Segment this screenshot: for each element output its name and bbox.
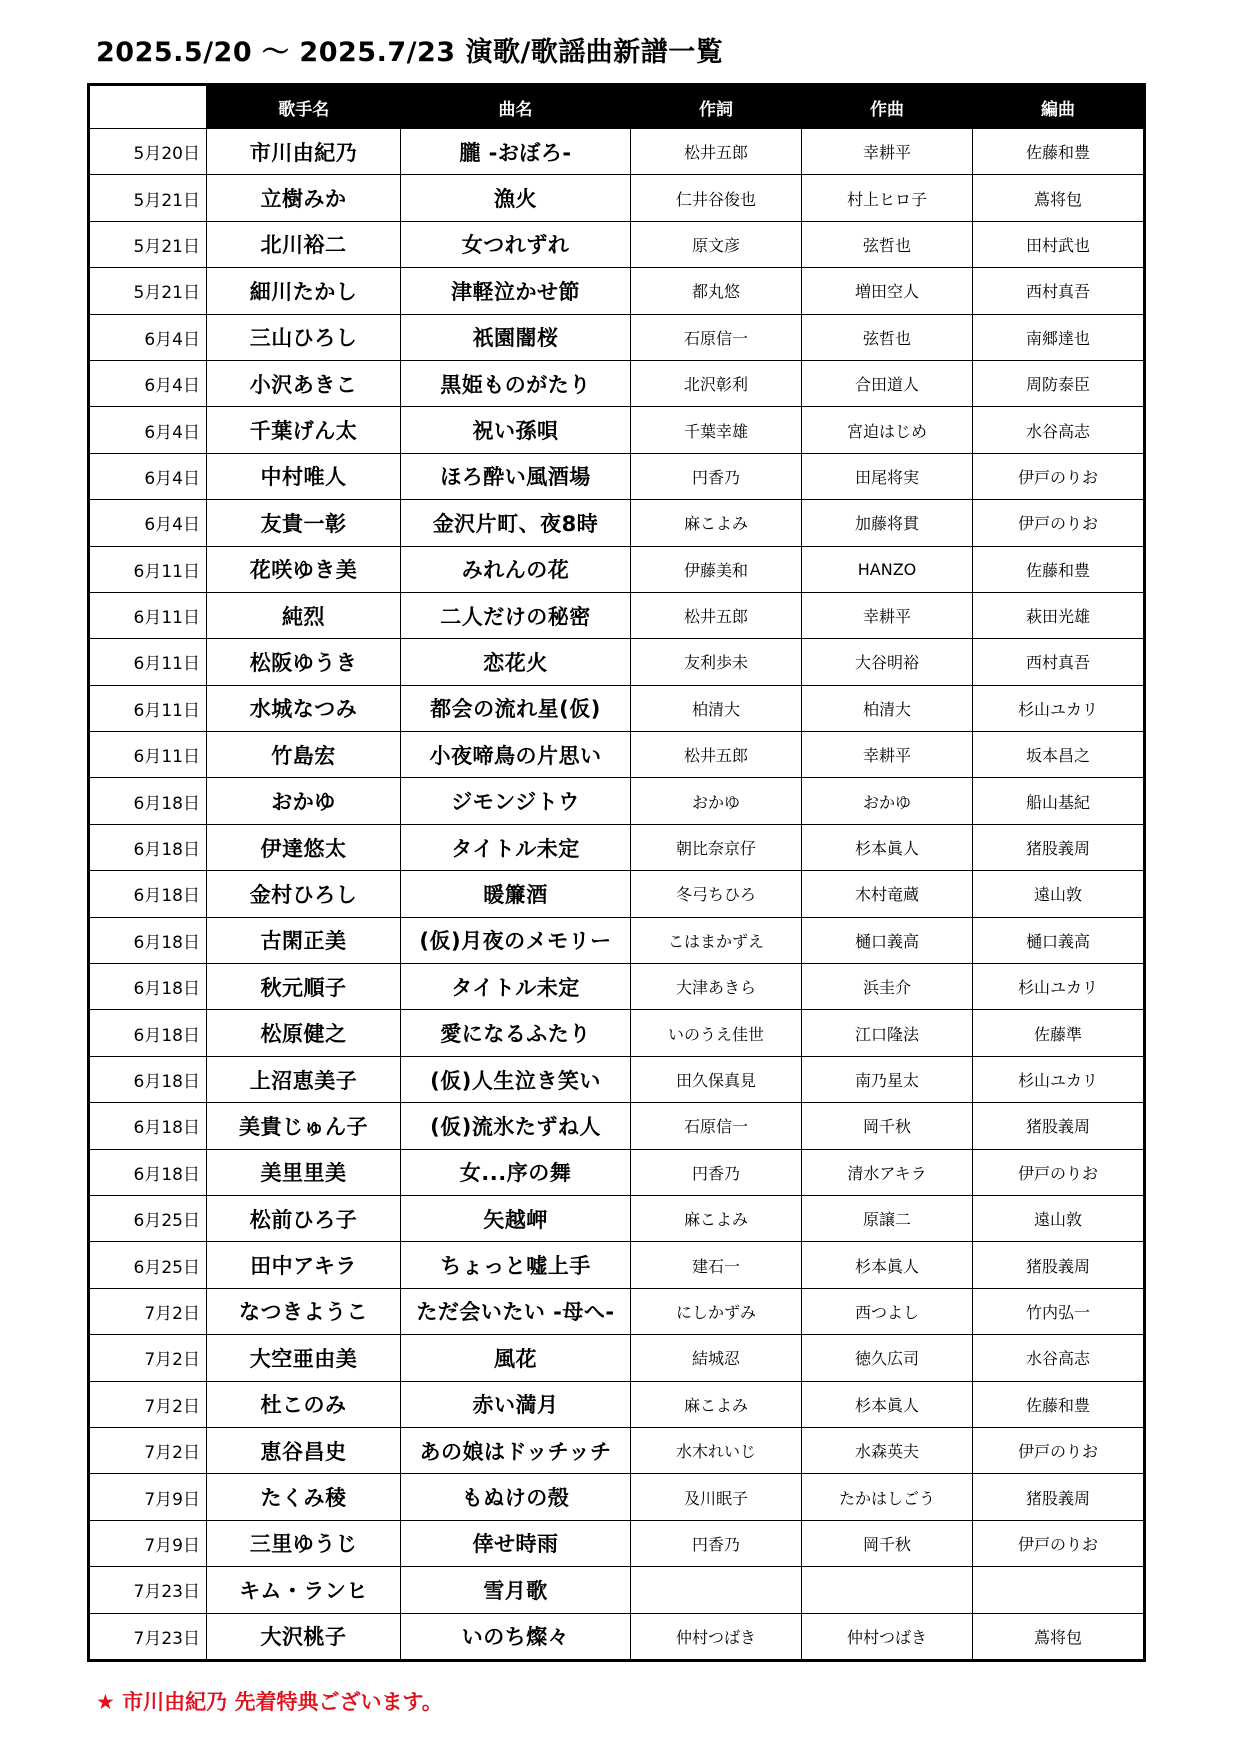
song-title-cell: ジモンジトウ	[401, 778, 631, 824]
singer-cell: 花咲ゆき美	[207, 546, 401, 592]
singer-cell: なつきようこ	[207, 1288, 401, 1334]
table-row	[89, 500, 1145, 546]
lyricist-cell: 大津あきら	[631, 964, 802, 1010]
release-date-cell: 6月25日	[89, 1195, 207, 1241]
table-row	[89, 639, 1145, 685]
singer-cell: 松原健之	[207, 1010, 401, 1056]
release-date-cell: 6月18日	[89, 871, 207, 917]
release-date-cell: 7月9日	[89, 1474, 207, 1520]
arranger-cell: 杉山ユカリ	[973, 964, 1145, 1010]
singer-cell: 北川裕二	[207, 221, 401, 267]
composer-cell: 木村竜蔵	[802, 871, 973, 917]
singer-cell: 金村ひろし	[207, 871, 401, 917]
singer-cell: 大空亜由美	[207, 1335, 401, 1381]
arranger-cell: 竹内弘一	[973, 1288, 1145, 1334]
arranger-cell: 猪股義周	[973, 1103, 1145, 1149]
table-row	[89, 314, 1145, 360]
arranger-cell: 坂本昌之	[973, 732, 1145, 778]
song-title-cell: 二人だけの秘密	[401, 592, 631, 638]
composer-cell: 徳久広司	[802, 1335, 973, 1381]
lyricist-cell: 冬弓ちひろ	[631, 871, 802, 917]
composer-cell: おかゆ	[802, 778, 973, 824]
singer-cell: 三里ゆうじ	[207, 1520, 401, 1566]
arranger-cell: 萩田光雄	[973, 592, 1145, 638]
release-date-cell: 6月18日	[89, 917, 207, 963]
table-row	[89, 546, 1145, 592]
lyricist-cell: 建石一	[631, 1242, 802, 1288]
lyricist-cell: 友利歩未	[631, 639, 802, 685]
singer-cell: 上沼恵美子	[207, 1056, 401, 1102]
table-row	[89, 1149, 1145, 1195]
song-title-cell: (仮)流氷たずね人	[401, 1103, 631, 1149]
table-row	[89, 1242, 1145, 1288]
release-date-cell: 5月21日	[89, 221, 207, 267]
lyricist-cell: 麻こよみ	[631, 1381, 802, 1427]
composer-cell: 岡千秋	[802, 1103, 973, 1149]
lyricist-cell: 結城忍	[631, 1335, 802, 1381]
song-title-cell: タイトル未定	[401, 824, 631, 870]
composer-cell: 弦哲也	[802, 314, 973, 360]
lyricist-cell: 麻こよみ	[631, 1195, 802, 1241]
song-title-cell: 祇園闇桜	[401, 314, 631, 360]
table-row	[89, 1567, 1145, 1613]
singer-cell: 古閑正美	[207, 917, 401, 963]
singer-cell: 小沢あきこ	[207, 360, 401, 406]
table-row	[89, 1103, 1145, 1149]
arranger-cell: 遠山敦	[973, 1195, 1145, 1241]
release-date-cell: 7月2日	[89, 1381, 207, 1427]
arranger-cell: 猪股義周	[973, 1242, 1145, 1288]
song-title-cell: 赤い満月	[401, 1381, 631, 1427]
table-row	[89, 1474, 1145, 1520]
arranger-cell: 西村真吾	[973, 639, 1145, 685]
table-row	[89, 1010, 1145, 1056]
composer-cell: 水森英夫	[802, 1427, 973, 1473]
lyricist-cell: 及川眠子	[631, 1474, 802, 1520]
release-date-cell: 6月4日	[89, 500, 207, 546]
composer-cell: 江口隆法	[802, 1010, 973, 1056]
release-date-cell: 5月20日	[89, 129, 207, 175]
table-row	[89, 1335, 1145, 1381]
release-date-cell: 6月4日	[89, 360, 207, 406]
singer-cell: たくみ稜	[207, 1474, 401, 1520]
lyricist-cell: 石原信一	[631, 1103, 802, 1149]
arranger-cell: 佐藤和豊	[973, 1381, 1145, 1427]
lyricist-cell: 仁井谷俊也	[631, 175, 802, 221]
header-song: 曲名	[401, 85, 631, 129]
song-title-cell: ただ会いたい -母へ-	[401, 1288, 631, 1334]
arranger-cell: 樋口義高	[973, 917, 1145, 963]
singer-cell: 立樹みか	[207, 175, 401, 221]
page-title: 2025.5/20 〜 2025.7/23 演歌/歌謡曲新譜一覧	[96, 37, 724, 68]
composer-cell	[802, 1567, 973, 1613]
release-date-cell: 6月25日	[89, 1242, 207, 1288]
singer-cell: 細川たかし	[207, 268, 401, 314]
composer-cell: 西つよし	[802, 1288, 973, 1334]
singer-cell: 千葉げん太	[207, 407, 401, 453]
release-table	[87, 83, 1146, 1662]
table-row	[89, 964, 1145, 1010]
singer-cell: 杜このみ	[207, 1381, 401, 1427]
release-date-cell: 7月9日	[89, 1520, 207, 1566]
song-title-cell: 金沢片町、夜8時	[401, 500, 631, 546]
arranger-cell: 周防泰臣	[973, 360, 1145, 406]
composer-cell: 南乃星太	[802, 1056, 973, 1102]
arranger-cell: 猪股義周	[973, 824, 1145, 870]
arranger-cell: 猪股義周	[973, 1474, 1145, 1520]
release-date-cell: 5月21日	[89, 268, 207, 314]
lyricist-cell: 円香乃	[631, 1520, 802, 1566]
release-date-cell: 6月18日	[89, 1056, 207, 1102]
arranger-cell: 伊戸のりお	[973, 1427, 1145, 1473]
singer-cell: 竹島宏	[207, 732, 401, 778]
lyricist-cell: 麻こよみ	[631, 500, 802, 546]
header-lyricist: 作詞	[631, 85, 802, 129]
lyricist-cell: 松井五郎	[631, 732, 802, 778]
composer-cell: 原譲二	[802, 1195, 973, 1241]
release-date-cell: 6月18日	[89, 1149, 207, 1195]
arranger-cell	[973, 1567, 1145, 1613]
composer-cell: 杉本眞人	[802, 1242, 973, 1288]
composer-cell: 柏清大	[802, 685, 973, 731]
lyricist-cell	[631, 1567, 802, 1613]
table-row	[89, 1613, 1145, 1661]
composer-cell: 杉本眞人	[802, 824, 973, 870]
arranger-cell: 杉山ユカリ	[973, 1056, 1145, 1102]
arranger-cell: 遠山敦	[973, 871, 1145, 917]
composer-cell: 村上ヒロ子	[802, 175, 973, 221]
table-row	[89, 732, 1145, 778]
header-singer: 歌手名	[207, 85, 401, 129]
lyricist-cell: おかゆ	[631, 778, 802, 824]
table-row	[89, 221, 1145, 267]
release-date-cell: 6月4日	[89, 314, 207, 360]
table-row	[89, 871, 1145, 917]
song-title-cell: ちょっと嘘上手	[401, 1242, 631, 1288]
release-date-cell: 7月2日	[89, 1288, 207, 1334]
composer-cell: 合田道人	[802, 360, 973, 406]
lyricist-cell: 都丸悠	[631, 268, 802, 314]
release-date-cell: 6月18日	[89, 1010, 207, 1056]
composer-cell: 幸耕平	[802, 592, 973, 638]
song-title-cell: 女...序の舞	[401, 1149, 631, 1195]
arranger-cell: 南郷達也	[973, 314, 1145, 360]
composer-cell: 杉本眞人	[802, 1381, 973, 1427]
lyricist-cell: 北沢彰利	[631, 360, 802, 406]
song-title-cell: もぬけの殻	[401, 1474, 631, 1520]
header-date	[89, 85, 207, 129]
singer-cell: 松前ひろ子	[207, 1195, 401, 1241]
lyricist-cell: 千葉幸雄	[631, 407, 802, 453]
composer-cell: たかはしごう	[802, 1474, 973, 1520]
song-title-cell: 暖簾酒	[401, 871, 631, 917]
table-row	[89, 1520, 1145, 1566]
composer-cell: 清水アキラ	[802, 1149, 973, 1195]
release-date-cell: 6月11日	[89, 685, 207, 731]
table-row	[89, 592, 1145, 638]
release-date-cell: 7月23日	[89, 1613, 207, 1661]
table-row	[89, 917, 1145, 963]
singer-cell: 中村唯人	[207, 453, 401, 499]
song-title-cell: あの娘はドッチッチ	[401, 1427, 631, 1473]
arranger-cell: 伊戸のりお	[973, 1520, 1145, 1566]
singer-cell: 伊達悠太	[207, 824, 401, 870]
table-row	[89, 1427, 1145, 1473]
arranger-cell: 水谷高志	[973, 407, 1145, 453]
lyricist-cell: 円香乃	[631, 453, 802, 499]
singer-cell: 恵谷昌史	[207, 1427, 401, 1473]
song-title-cell: 愛になるふたり	[401, 1010, 631, 1056]
song-title-cell: 矢越岬	[401, 1195, 631, 1241]
singer-cell: キム・ランヒ	[207, 1567, 401, 1613]
composer-cell: HANZO	[802, 546, 973, 592]
lyricist-cell: 仲村つばき	[631, 1613, 802, 1661]
lyricist-cell: 伊藤美和	[631, 546, 802, 592]
table-row	[89, 778, 1145, 824]
song-title-cell: 風花	[401, 1335, 631, 1381]
song-title-cell: 雪月歌	[401, 1567, 631, 1613]
singer-cell: 秋元順子	[207, 964, 401, 1010]
lyricist-cell: 田久保真見	[631, 1056, 802, 1102]
song-title-cell: 倖せ時雨	[401, 1520, 631, 1566]
release-date-cell: 6月11日	[89, 639, 207, 685]
arranger-cell: 蔦将包	[973, 175, 1145, 221]
release-date-cell: 6月11日	[89, 546, 207, 592]
lyricist-cell: にしかずみ	[631, 1288, 802, 1334]
release-date-cell: 6月4日	[89, 453, 207, 499]
table-row	[89, 407, 1145, 453]
song-title-cell: 小夜啼鳥の片思い	[401, 732, 631, 778]
lyricist-cell: 円香乃	[631, 1149, 802, 1195]
composer-cell: 幸耕平	[802, 732, 973, 778]
table-body	[89, 129, 1145, 1661]
lyricist-cell: 松井五郎	[631, 129, 802, 175]
header-composer: 作曲	[802, 85, 973, 129]
composer-cell: 増田空人	[802, 268, 973, 314]
singer-cell: 友貴一彰	[207, 500, 401, 546]
bonus-note: ★ 市川由紀乃 先着特典ございます。	[96, 1690, 443, 1714]
singer-cell: 松阪ゆうき	[207, 639, 401, 685]
composer-cell: 大谷明裕	[802, 639, 973, 685]
release-date-cell: 6月4日	[89, 407, 207, 453]
song-title-cell: 恋花火	[401, 639, 631, 685]
table-row	[89, 453, 1145, 499]
arranger-cell: 佐藤準	[973, 1010, 1145, 1056]
arranger-cell: 船山基紀	[973, 778, 1145, 824]
table-row	[89, 685, 1145, 731]
arranger-cell: 杉山ユカリ	[973, 685, 1145, 731]
arranger-cell: 伊戸のりお	[973, 453, 1145, 499]
singer-cell: 美貴じゅん子	[207, 1103, 401, 1149]
release-date-cell: 6月18日	[89, 1103, 207, 1149]
arranger-cell: 蔦将包	[973, 1613, 1145, 1661]
composer-cell: 幸耕平	[802, 129, 973, 175]
header-arranger: 編曲	[973, 85, 1145, 129]
table-row	[89, 1288, 1145, 1334]
table-row	[89, 1056, 1145, 1102]
lyricist-cell: いのうえ佳世	[631, 1010, 802, 1056]
arranger-cell: 佐藤和豊	[973, 546, 1145, 592]
composer-cell: 仲村つばき	[802, 1613, 973, 1661]
table-row	[89, 1381, 1145, 1427]
singer-cell: 三山ひろし	[207, 314, 401, 360]
song-title-cell: 黒姫ものがたり	[401, 360, 631, 406]
table-row	[89, 129, 1145, 175]
song-title-cell: (仮)月夜のメモリー	[401, 917, 631, 963]
song-title-cell: 朧 -おぼろ-	[401, 129, 631, 175]
arranger-cell: 水谷高志	[973, 1335, 1145, 1381]
release-date-cell: 6月18日	[89, 778, 207, 824]
lyricist-cell: 朝比奈京仔	[631, 824, 802, 870]
composer-cell: 弦哲也	[802, 221, 973, 267]
singer-cell: 美里里美	[207, 1149, 401, 1195]
lyricist-cell: 柏清大	[631, 685, 802, 731]
lyricist-cell: こはまかずえ	[631, 917, 802, 963]
lyricist-cell: 水木れいじ	[631, 1427, 802, 1473]
lyricist-cell: 石原信一	[631, 314, 802, 360]
song-title-cell: 女つれずれ	[401, 221, 631, 267]
song-title-cell: いのち燦々	[401, 1613, 631, 1661]
singer-cell: 純烈	[207, 592, 401, 638]
table-row	[89, 824, 1145, 870]
composer-cell: 岡千秋	[802, 1520, 973, 1566]
composer-cell: 宮迫はじめ	[802, 407, 973, 453]
table-row	[89, 360, 1145, 406]
singer-cell: 大沢桃子	[207, 1613, 401, 1661]
release-date-cell: 6月11日	[89, 732, 207, 778]
composer-cell: 樋口義高	[802, 917, 973, 963]
lyricist-cell: 松井五郎	[631, 592, 802, 638]
song-title-cell: 漁火	[401, 175, 631, 221]
song-title-cell: ほろ酔い風酒場	[401, 453, 631, 499]
arranger-cell: 西村真吾	[973, 268, 1145, 314]
release-date-cell: 7月2日	[89, 1427, 207, 1473]
song-title-cell: 都会の流れ星(仮)	[401, 685, 631, 731]
release-date-cell: 6月18日	[89, 964, 207, 1010]
composer-cell: 浜圭介	[802, 964, 973, 1010]
arranger-cell: 伊戸のりお	[973, 500, 1145, 546]
release-date-cell: 6月11日	[89, 592, 207, 638]
release-date-cell: 6月18日	[89, 824, 207, 870]
song-title-cell: 津軽泣かせ節	[401, 268, 631, 314]
singer-cell: 市川由紀乃	[207, 129, 401, 175]
release-date-cell: 5月21日	[89, 175, 207, 221]
song-title-cell: (仮)人生泣き笑い	[401, 1056, 631, 1102]
release-date-cell: 7月23日	[89, 1567, 207, 1613]
arranger-cell: 佐藤和豊	[973, 129, 1145, 175]
lyricist-cell: 原文彦	[631, 221, 802, 267]
arranger-cell: 伊戸のりお	[973, 1149, 1145, 1195]
release-date-cell: 7月2日	[89, 1335, 207, 1381]
singer-cell: 田中アキラ	[207, 1242, 401, 1288]
composer-cell: 加藤将貫	[802, 500, 973, 546]
composer-cell: 田尾将実	[802, 453, 973, 499]
singer-cell: 水城なつみ	[207, 685, 401, 731]
table-row	[89, 268, 1145, 314]
song-title-cell: みれんの花	[401, 546, 631, 592]
song-title-cell: タイトル未定	[401, 964, 631, 1010]
table-row	[89, 1195, 1145, 1241]
song-title-cell: 祝い孫唄	[401, 407, 631, 453]
singer-cell: おかゆ	[207, 778, 401, 824]
arranger-cell: 田村武也	[973, 221, 1145, 267]
table-row	[89, 175, 1145, 221]
table-header-row	[89, 85, 1145, 129]
